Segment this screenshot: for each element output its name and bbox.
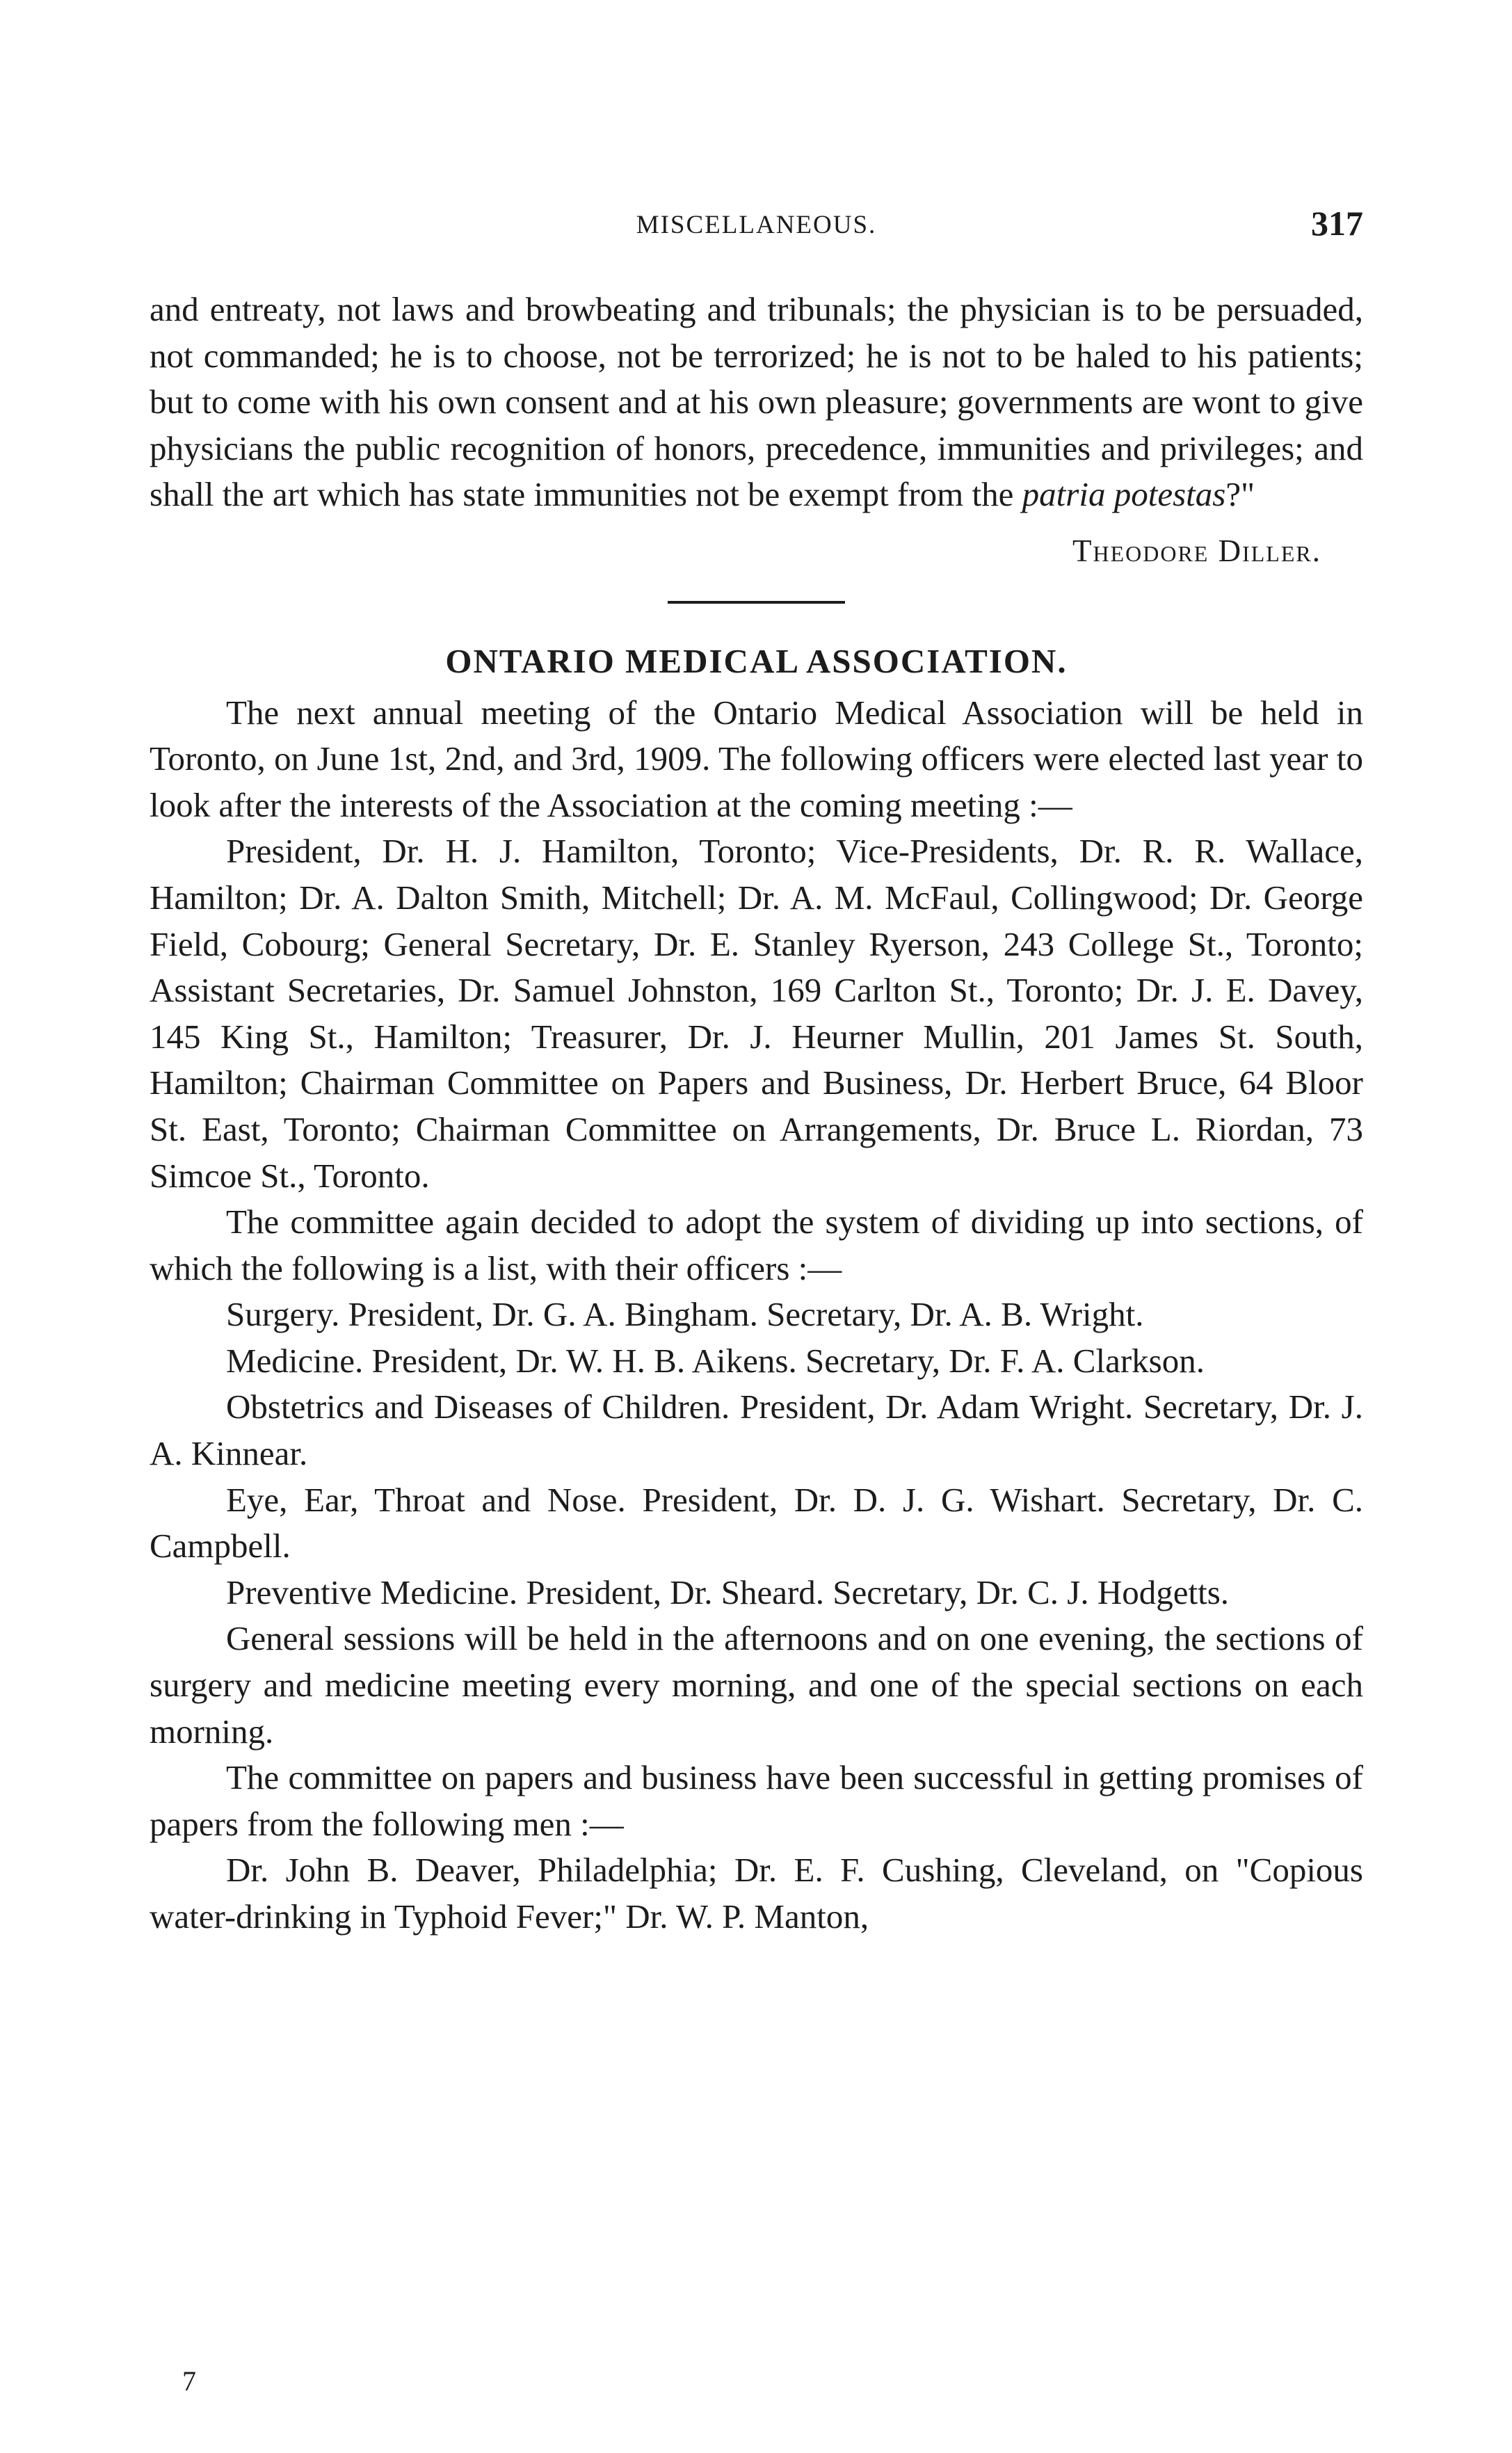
paragraph-section-eye-ear: Eye, Ear, Throat and Nose. President, Dr. D. J. G. Wishart. Secretary, Dr. C. Campbell. <box>150 1480 1363 1566</box>
paragraph-section-obstetrics: Obstetrics and Diseases of Children. President, Dr. Adam Wright. Secretary, Dr. J. A. Kinnear. <box>150 1388 1363 1473</box>
section-divider <box>668 601 845 604</box>
paragraph-general-sessions: General sessions will be held in the afternoons and on one evening, the sections of surgery and medicine meeting every morning, and one of the special sections on each morning. <box>150 1619 1363 1751</box>
paragraph-meeting-announcement: The next annual meeting of the Ontario Medical Association will be held in Toronto, on June 1st, 2nd, and 3rd, 1909. The following officers were elected last year to look after the interests of the Association at the coming meeting :— <box>150 693 1363 824</box>
paragraph-section-surgery: Surgery. President, Dr. G. A. Bingham. Secretary, Dr. A. B. Wright. <box>226 1295 1144 1334</box>
paragraph-paper-list: Dr. John B. Deaver, Philadelphia; Dr. E. F. Cushing, Cleveland, on "Copious water-drinking in Typhoid Fever;" Dr. W. P. Manton, <box>150 1851 1363 1936</box>
page-body <box>150 287 1363 1940</box>
printer-signature-mark: 7 <box>182 2365 196 2397</box>
paragraph-section-medicine: Medicine. President, Dr. W. H. B. Aikens. Secretary, Dr. F. A. Clarkson. <box>226 1341 1205 1380</box>
running-head: MISCELLANEOUS. <box>636 211 877 239</box>
continuation-end: ?" <box>1225 475 1255 514</box>
paragraph-sections-intro: The committee again decided to adopt the system of dividing up into sections, of which the following is a list, with their officers :— <box>150 1203 1363 1287</box>
page-number: 317 <box>1311 204 1363 243</box>
continuation-paragraph <box>150 287 1363 518</box>
paragraph-officers: President, Dr. H. J. Hamilton, Toronto; Vice-Presidents, Dr. R. R. Wallace, Hamilton; Dr. A. Dalton Smith, Mitchell; Dr. A. M. McFaul, Collingwood; Dr. George Field, Cobourg; General Secretary, Dr. E. Stanley Ryerson, 243 College St., Toronto; Assistant Secretaries, Dr. Samuel Johnston, 169 Carlton St., Toronto; Dr. J. E. Davey, 145 King St., Hamilton; Treasurer, Dr. J. Heurner Mullin, 201 James St. South, Hamilton; Chairman Committee on Papers and Business, Dr. Herbert Bruce, 64 Bloor St. East, Toronto; Chairman Committee on Arrangements, Dr. Bruce L. Riordan, 73 Simcoe St., Toronto. <box>150 832 1363 1195</box>
section-title: ONTARIO MEDICAL ASSOCIATION. <box>445 641 1068 680</box>
page-header <box>150 203 1363 252</box>
continuation-italic-phrase: patria potestas <box>1022 475 1226 514</box>
continuation-text: and entreaty, not laws and browbeating and tribunals; the physician is to be persuaded, not commanded; he is to choose, not be terrorized; he is not to be haled to his patients; but to come with his own consent and at his own pleasure; governments are wont to give physicians the public recognition of honors, precedence, immunities and privileges; and shall the art which has state immunities not be exempt from the <box>150 290 1363 514</box>
paragraph-papers-committee: The committee on papers and business have been successful in getting promises of papers from the following men :— <box>150 1758 1363 1843</box>
paragraph-section-preventive: Preventive Medicine. President, Dr. Sheard. Secretary, Dr. C. J. Hodgetts. <box>226 1573 1230 1611</box>
author-signature: Theodore Diller. <box>1072 533 1321 568</box>
